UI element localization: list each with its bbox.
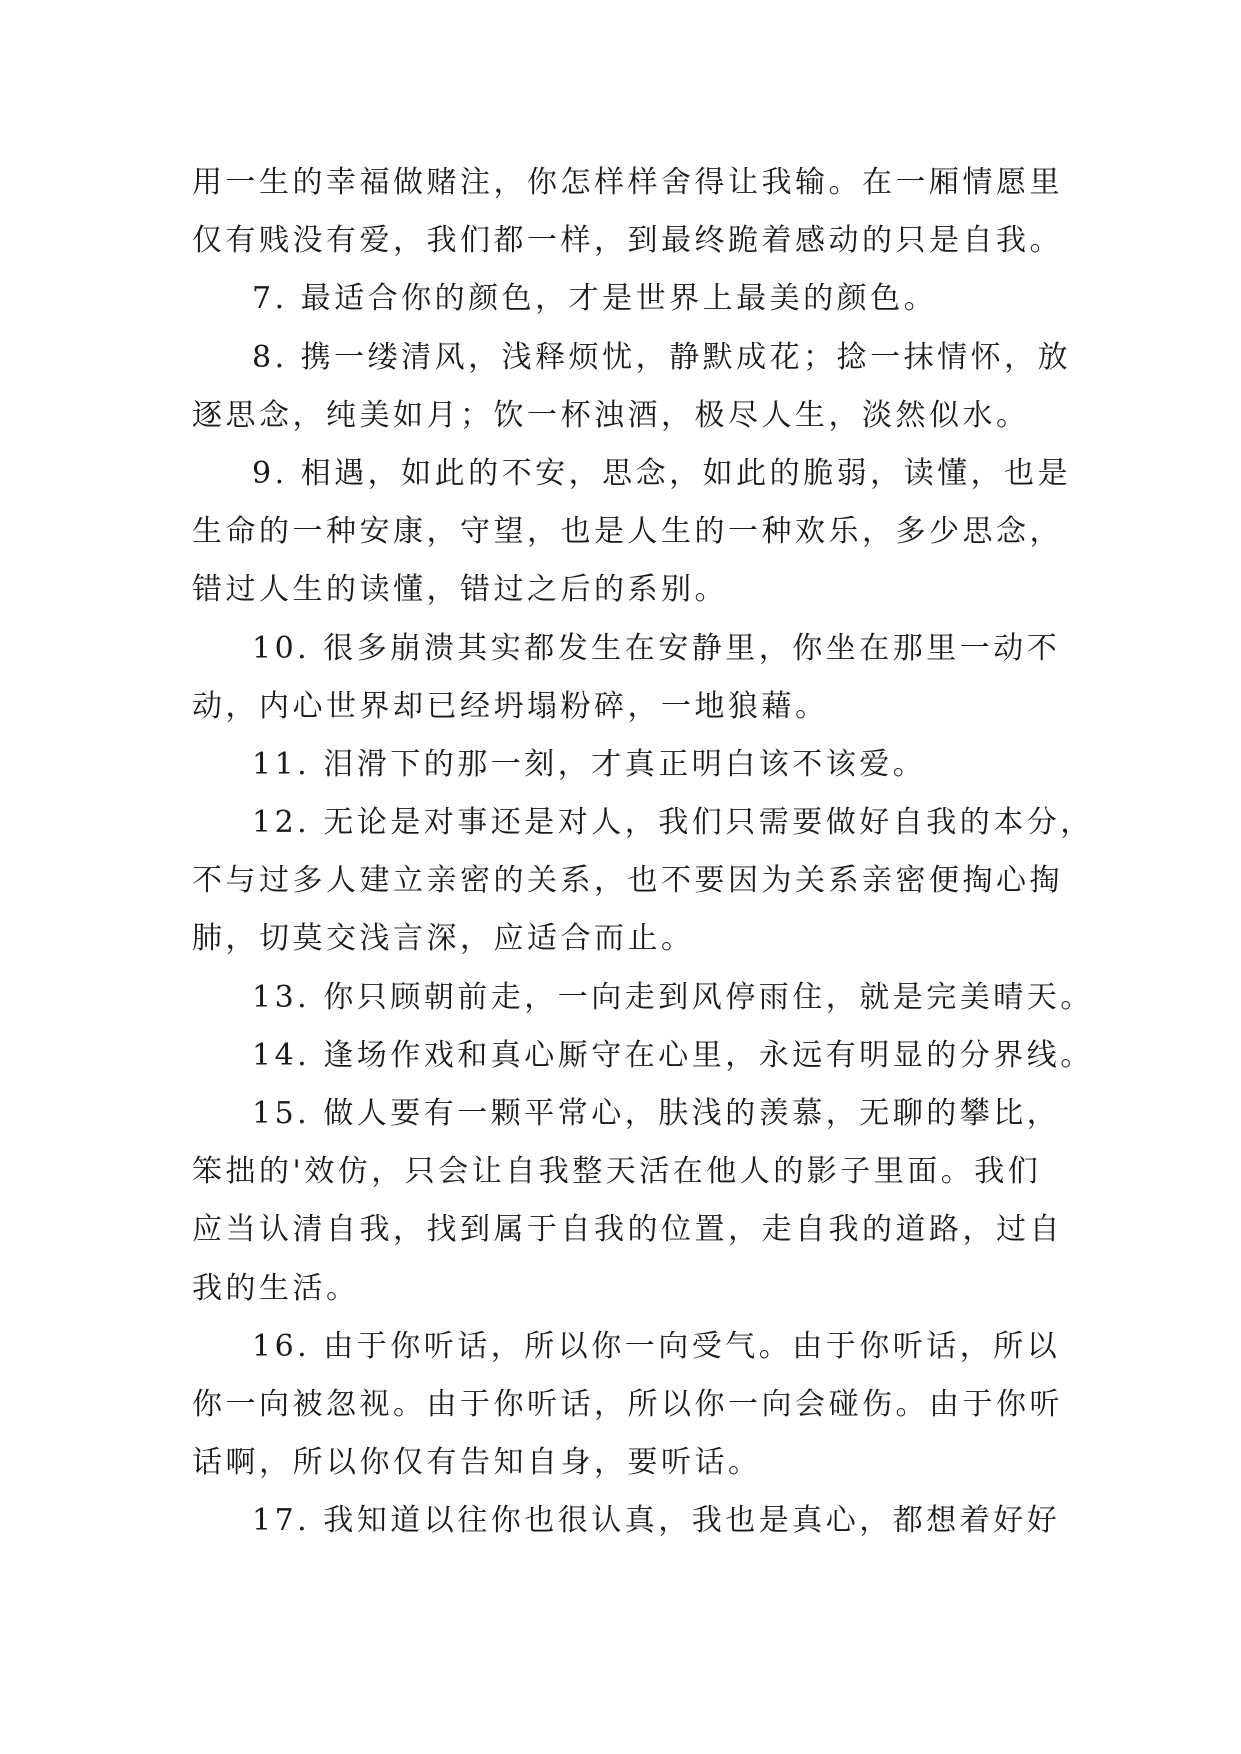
paragraph-start-line: 10. 很多崩溃其实都发生在安静里，你坐在那里一动不 (252, 630, 1061, 666)
text-line: 用一生的幸福做赌注，你怎样样舍得让我输。在一厢情愿里 (192, 165, 1063, 200)
paragraph-start-line: 7. 最适合你的颜色，才是世界上最美的颜色。 (252, 281, 938, 317)
text-line: 错过人生的读懂，错过之后的系别。 (192, 572, 728, 608)
text-line: 我的生活。 (192, 1270, 360, 1306)
paragraph-start-line: 14. 逢场作戏和真心厮守在心里，永远有明显的分界线。 (252, 1037, 1094, 1073)
text-line: 动，内心世界却已经坍塌粉碎，一地狼藉。 (192, 688, 829, 724)
paragraph-start-line: 16. 由于你听话，所以你一向受气。由于你听话，所以 (252, 1328, 1061, 1364)
paragraph-start-line: 17. 我知道以往你也很认真，我也是真心，都想着好好 (252, 1503, 1061, 1539)
text-line: 逐思念，纯美如月；饮一杯浊酒，极尽人生，淡然似水。 (192, 397, 1030, 433)
text-line: 仅有贱没有爱，我们都一样，到最终跪着感动的只是自我。 (192, 223, 1063, 259)
paragraph-start-line: 12. 无论是对事还是对人，我们只需要做好自我的本分， (252, 805, 1094, 841)
text-line: 肺，切莫交浅言深，应适合而止。 (192, 921, 695, 957)
paragraph-start-line: 8. 携一缕清风，浅释烦忧，静默成花；捻一抹情怀，放 (252, 339, 1072, 375)
text-line: 不与过多人建立亲密的关系，也不要因为关系亲密便掏心掏 (192, 863, 1063, 899)
paragraph-start-line: 13. 你只顾朝前走，一向走到风停雨住，就是完美晴天。 (252, 979, 1094, 1015)
text-line: 生命的一种安康，守望，也是人生的一种欢乐，多少思念， (192, 514, 1063, 550)
text-line: 笨拙的'效仿，只会让自我整天活在他人的影子里面。我们 (192, 1154, 1042, 1190)
paragraph-start-line: 9. 相遇，如此的不安，思念，如此的脆弱，读懂，也是 (252, 455, 1072, 491)
paragraph-start-line: 11. 泪滑下的那一刻，才真正明白该不该爱。 (252, 746, 927, 782)
paragraph-start-line: 15. 做人要有一颗平常心，肤浅的羡慕，无聊的攀比， (252, 1096, 1061, 1131)
text-line: 话啊，所以你仅有告知自身，要听话。 (192, 1445, 762, 1481)
text-line: 应当认清自我，找到属于自我的位置，走自我的道路，过自 (192, 1212, 1063, 1248)
document-page (192, 154, 1094, 1551)
text-line: 你一向被忽视。由于你听话，所以你一向会碰伤。由于你听 (192, 1386, 1063, 1422)
